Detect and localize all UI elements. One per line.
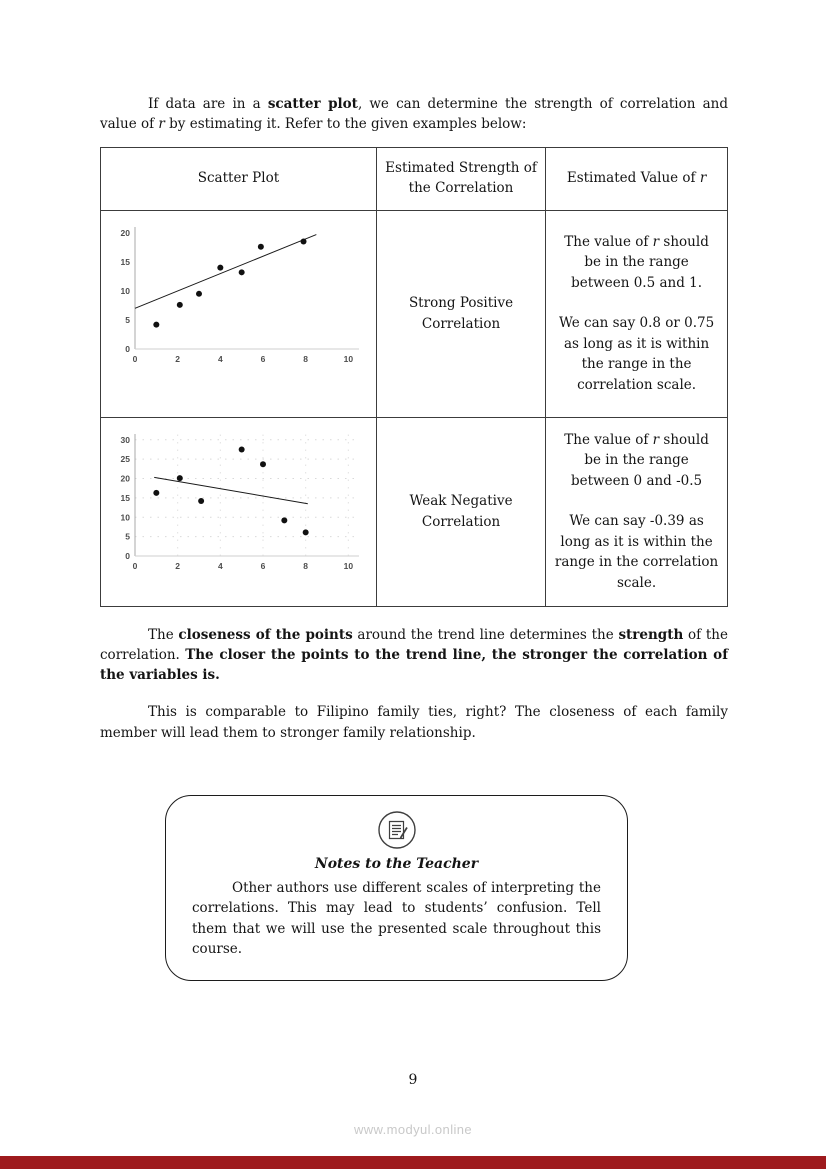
content-area bbox=[100, 94, 728, 755]
intro-italic-r: r bbox=[158, 116, 165, 133]
value-1-text-a: The value of bbox=[564, 233, 653, 250]
value-1-paragraph-1 bbox=[554, 232, 719, 294]
header-estimated-value-r: r bbox=[699, 169, 707, 186]
scatter-plot-strong-positive bbox=[107, 219, 369, 371]
svg-text:30: 30 bbox=[120, 434, 130, 445]
svg-text:6: 6 bbox=[260, 560, 266, 571]
closeness-bold-3: The closer the points to the trend line, the stronger the correlation of the variables is. bbox=[100, 646, 728, 683]
table-header-row bbox=[101, 147, 728, 210]
svg-text:4: 4 bbox=[217, 560, 223, 571]
bottom-bar bbox=[0, 1156, 826, 1169]
svg-text:20: 20 bbox=[120, 473, 130, 484]
strength-label-2: Weak Negative Correlation bbox=[376, 417, 545, 606]
value-2-paragraph-1 bbox=[554, 430, 719, 492]
intro-text-1: If data are in a bbox=[148, 96, 268, 112]
svg-text:8: 8 bbox=[303, 353, 309, 364]
closeness-paragraph bbox=[100, 625, 728, 686]
value-1-text-b: should be in the range between 0.5 and 1. bbox=[571, 233, 709, 291]
svg-text:8: 8 bbox=[303, 560, 309, 571]
header-estimated-strength: Estimated Strength of the Correlation bbox=[376, 147, 545, 210]
closeness-text-3: of the correlation. bbox=[100, 626, 728, 663]
value-1-italic-r: r bbox=[652, 233, 660, 250]
value-2-text-a: The value of bbox=[564, 431, 653, 448]
intro-text-2: , we can determine the strength of correlation and value of bbox=[100, 96, 728, 133]
scatter-plot-cell-1 bbox=[101, 210, 377, 417]
closeness-text-1: The bbox=[148, 626, 179, 643]
header-scatter-plot: Scatter Plot bbox=[101, 147, 377, 210]
value-2-paragraph-2: We can say -0.39 as long as it is within the range in the correlation scale. bbox=[554, 513, 719, 591]
svg-text:5: 5 bbox=[125, 531, 130, 542]
svg-text:25: 25 bbox=[120, 453, 130, 464]
svg-text:5: 5 bbox=[125, 314, 130, 325]
value-1-paragraph-2: We can say 0.8 or 0.75 as long as it is within the range in the correlation scale. bbox=[558, 315, 715, 393]
value-cell-2 bbox=[546, 417, 728, 606]
svg-text:10: 10 bbox=[120, 285, 130, 296]
svg-text:10: 10 bbox=[343, 560, 354, 571]
svg-text:20: 20 bbox=[120, 227, 130, 238]
notes-icon bbox=[192, 808, 601, 852]
closeness-text-2: around the trend line determines the bbox=[352, 626, 619, 643]
watermark: www.modyul.online bbox=[353, 1122, 473, 1137]
svg-text:2: 2 bbox=[175, 353, 181, 364]
table-row-strong-positive bbox=[101, 210, 728, 417]
page-number: 9 bbox=[408, 1072, 418, 1088]
svg-text:0: 0 bbox=[125, 550, 130, 561]
svg-text:10: 10 bbox=[120, 511, 130, 522]
svg-text:0: 0 bbox=[132, 560, 138, 571]
intro-paragraph bbox=[100, 94, 728, 135]
value-2-italic-r: r bbox=[652, 431, 660, 448]
notes-body: Other authors use different scales of interpreting the correlations. This may lead to students’ confusion. Tell them that we will use the presented scale throughout this course. bbox=[192, 880, 601, 957]
svg-text:0: 0 bbox=[125, 343, 130, 354]
correlation-examples-table bbox=[100, 147, 728, 607]
svg-text:0: 0 bbox=[132, 353, 138, 364]
scatter-plot-cell-2 bbox=[101, 417, 377, 606]
svg-text:2: 2 bbox=[175, 560, 181, 571]
closeness-bold-1: closeness of the points bbox=[178, 626, 353, 643]
intro-text-3: by estimating it. Refer to the given examples below: bbox=[164, 116, 527, 133]
value-2-text-b: should be in the range between 0 and -0.5 bbox=[570, 431, 709, 489]
value-cell-1 bbox=[546, 210, 728, 417]
table-row-weak-negative bbox=[101, 417, 728, 606]
intro-bold-scatter-plot: scatter plot bbox=[267, 96, 358, 112]
family-paragraph: This is comparable to Filipino family ties, right? The closeness of each family member will lead them to stronger family relationship. bbox=[100, 704, 728, 741]
notes-title: Notes to the Teacher bbox=[314, 856, 479, 872]
svg-text:10: 10 bbox=[343, 353, 354, 364]
header-estimated-value-text: Estimated Value of bbox=[566, 169, 700, 186]
header-estimated-value bbox=[546, 147, 728, 210]
svg-text:4: 4 bbox=[217, 353, 223, 364]
svg-text:15: 15 bbox=[120, 256, 130, 267]
notes-to-teacher-box bbox=[165, 795, 628, 981]
svg-text:15: 15 bbox=[120, 492, 130, 503]
svg-text:6: 6 bbox=[260, 353, 266, 364]
strength-label-1: Strong Positive Correlation bbox=[376, 210, 545, 417]
closeness-bold-2: strength bbox=[618, 626, 684, 643]
scatter-plot-weak-negative bbox=[107, 426, 369, 578]
